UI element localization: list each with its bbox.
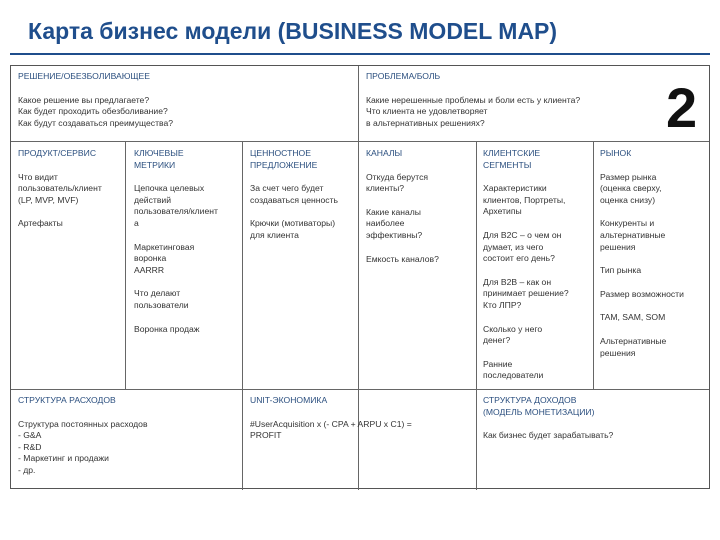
channels-text-1: Откуда берутся клиенты?	[366, 171, 429, 194]
solution-text: Какое решение вы предлагаете? Как будет проходить обезболивание? Как будут создаваться преимущества?	[18, 94, 174, 128]
metrics-text-4: Воронка продаж	[134, 323, 200, 334]
title-underline	[10, 53, 710, 55]
metrics-cell	[134, 148, 240, 335]
revenue-text: Как бизнес будет зарабатывать?	[483, 430, 614, 441]
value-header: ЦЕННОСТНОЕ ПРЕДЛОЖЕНИЕ	[250, 148, 318, 170]
product-cell	[18, 148, 122, 230]
segments-header: КЛИЕНТСКИЕ СЕГМЕНТЫ	[483, 148, 541, 170]
market-header: РЫНОК	[600, 148, 632, 158]
product-header: ПРОДУКТ/СЕРВИС	[18, 148, 97, 158]
problem-cell	[366, 71, 646, 129]
divider-bottom-right	[476, 389, 477, 490]
market-text-1: Размер рынка (оценка сверху, оценка снизу)	[600, 171, 662, 205]
page-title: Карта бизнес модели (BUSINESS MODEL MAP)	[28, 18, 558, 44]
business-model-map	[10, 65, 710, 489]
value-text-1: За счет чего будет создаваться ценность	[250, 183, 339, 205]
market-text-6: Альтернативные решения	[600, 335, 667, 358]
divider-bottom-row	[11, 389, 709, 390]
market-text-2: Конкуренты и альтернативные решения	[600, 218, 666, 252]
value-text-2: Крючки (мотиваторы) для клиента	[250, 218, 336, 240]
revenue-cell	[483, 395, 705, 442]
divider-top-row	[11, 141, 709, 142]
metrics-header: КЛЮЧЕВЫЕ МЕТРИКИ	[134, 148, 184, 170]
divider-col-4	[476, 141, 477, 389]
market-text-3: Тип рынка	[600, 265, 642, 276]
divider-bottom-left	[242, 389, 243, 490]
costs-text: Структура постоянных расходов - G&A - R&D - Маркетинг и продажи - др.	[18, 418, 148, 475]
slide-number: 2	[666, 76, 698, 139]
segments-cell	[483, 148, 591, 382]
segments-text-2: Для В2С – о чем он думает, из чего состоит его день?	[483, 229, 562, 264]
metrics-text-3: Что делают пользователи	[134, 288, 189, 310]
unit-economics-header: UNIT-ЭКОНОМИКА	[250, 395, 328, 405]
divider-top-middle	[358, 66, 359, 141]
segments-text-4: Сколько у него денег?	[483, 323, 543, 346]
unit-economics-cell	[250, 395, 472, 442]
channels-header: КАНАЛЫ	[366, 148, 403, 158]
problem-text: Какие нерешенные проблемы и боли есть у клиента? Что клиента не удовлетворяет в альтернативных решениях?	[366, 94, 581, 128]
divider-col-5	[593, 141, 594, 389]
channels-text-2: Какие каналы наиболее эффективны?	[366, 206, 423, 240]
costs-header: СТРУКТУРА РАСХОДОВ	[18, 395, 116, 405]
unit-economics-text: #UserAcquisition x (- CPA + ARPU x C1) = PROFIT	[250, 418, 412, 441]
solution-cell	[18, 71, 348, 129]
channels-cell	[366, 148, 472, 265]
product-text-2: Артефакты	[18, 218, 63, 229]
segments-text-5: Ранние последователи	[483, 358, 544, 381]
market-cell	[600, 148, 706, 359]
revenue-header: СТРУКТУРА ДОХОДОВ (МОДЕЛЬ МОНЕТИЗАЦИИ)	[483, 395, 595, 417]
problem-header: ПРОБЛЕМА/БОЛЬ	[366, 71, 441, 81]
metrics-text-1: Цепочка целевых действий пользователя/клиент а	[134, 183, 218, 228]
value-cell	[250, 148, 356, 242]
divider-col-2	[242, 141, 243, 389]
costs-cell	[18, 395, 238, 477]
segments-text-3: Для В2В – как он принимает решение? Кто ЛПР?	[483, 276, 569, 310]
segments-text-1: Характеристики клиентов, Портреты, Архетипы	[483, 183, 566, 217]
market-text-5: TAM, SAM, SOM	[600, 312, 666, 323]
market-text-4: Размер возможности	[600, 288, 684, 299]
product-text-1: Что видит пользователь/клиент (LP, MVP, MVF)	[18, 171, 102, 205]
divider-col-1	[125, 141, 126, 389]
channels-text-3: Емкость каналов?	[366, 253, 439, 264]
solution-header: РЕШЕНИЕ/ОБЕЗБОЛИВАЮЩЕЕ	[18, 71, 150, 81]
metrics-text-2: Маркетинговая воронка AARRR	[134, 241, 195, 275]
